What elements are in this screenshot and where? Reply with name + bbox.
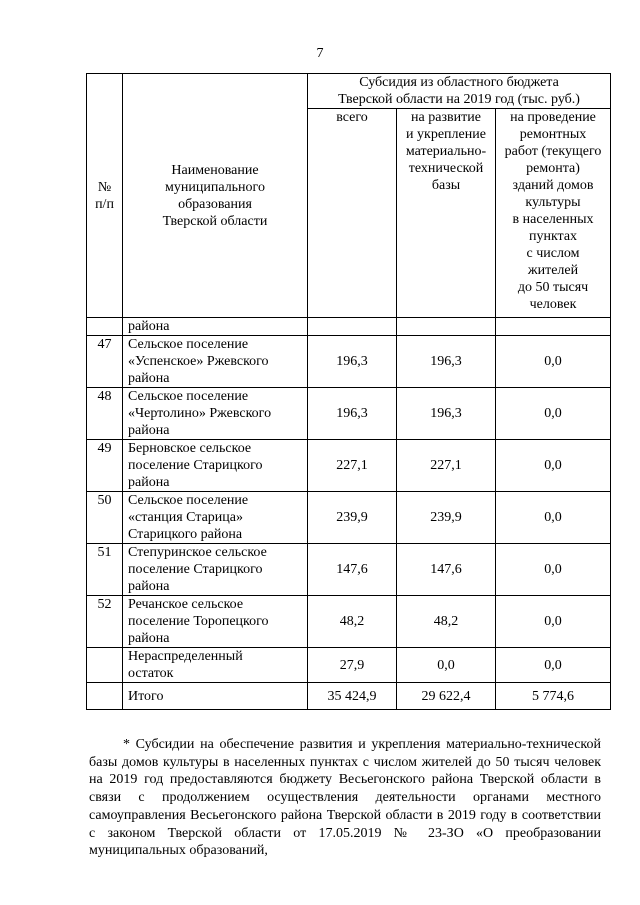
totals-repair: 5 774,6 <box>496 683 611 710</box>
continuation-total <box>308 318 397 336</box>
row-material: 147,6 <box>397 544 496 596</box>
header-col-repair <box>496 109 611 318</box>
remainder-row <box>87 648 611 683</box>
row-name-text: Сельское поселение «Успенское» Ржевского района <box>128 337 269 386</box>
row-total: 196,3 <box>308 336 397 388</box>
row-num: 50 <box>87 492 123 544</box>
remainder-num <box>87 648 123 683</box>
header-col-material-label: на развитие и укрепление материально- технической базы <box>405 110 487 193</box>
table-row <box>87 336 611 388</box>
table-row <box>87 440 611 492</box>
subsidy-table <box>86 73 611 710</box>
row-repair: 0,0 <box>496 596 611 648</box>
row-material: 196,3 <box>397 388 496 440</box>
row-repair: 0,0 <box>496 388 611 440</box>
row-name-text: Речанское сельское поселение Торопецкого района <box>128 597 269 646</box>
header-col-total-label: всего <box>336 110 368 125</box>
row-repair: 0,0 <box>496 440 611 492</box>
header-name <box>123 74 308 318</box>
continuation-material <box>397 318 496 336</box>
row-name <box>123 440 308 492</box>
row-repair: 0,0 <box>496 492 611 544</box>
footnote-paragraph: * Субсидии на обеспечение развития и укрепления материально-технической базы домов культуры в населенных пунктах с числом жителей до 50 тысяч человек на 2019 год предоставляются бюджету Весьегонского района Тверской области в связи с продолжением осуществления деятельности органами местного самоуправления Весьегонского района Тверской области в 2019 году в соответствии с законом Тверской области от 17.05.2019 № 23-ЗО «О преобразовании муниципальных образований, <box>89 737 601 859</box>
page-number: 7 <box>316 46 324 61</box>
remainder-material: 0,0 <box>397 648 496 683</box>
row-total: 239,9 <box>308 492 397 544</box>
row-name <box>123 596 308 648</box>
row-name <box>123 544 308 596</box>
row-total: 227,1 <box>308 440 397 492</box>
continuation-row <box>87 318 611 336</box>
row-repair: 0,0 <box>496 544 611 596</box>
header-name-label: Наименование муниципального образования Тверской области <box>162 162 268 229</box>
row-total: 196,3 <box>308 388 397 440</box>
row-name-text: Степуринское сельское поселение Старицкого района <box>128 545 267 594</box>
table-row <box>87 492 611 544</box>
continuation-num <box>87 318 123 336</box>
row-material: 196,3 <box>397 336 496 388</box>
row-name <box>123 492 308 544</box>
row-repair: 0,0 <box>496 336 611 388</box>
row-num: 52 <box>87 596 123 648</box>
header-subsidy-group <box>308 74 611 109</box>
row-num: 51 <box>87 544 123 596</box>
continuation-name: района <box>123 318 308 336</box>
totals-total: 35 424,9 <box>308 683 397 710</box>
totals-name: Итого <box>123 683 308 710</box>
row-name-text: Берновское сельское поселение Старицкого района <box>128 441 263 490</box>
remainder-name <box>123 648 308 683</box>
header-num-label: № п/п <box>95 179 114 212</box>
totals-num <box>87 683 123 710</box>
row-num: 47 <box>87 336 123 388</box>
header-num <box>87 74 123 318</box>
remainder-name-text: Нераспределенный остаток <box>128 649 243 681</box>
header-col-total <box>308 109 397 318</box>
row-total: 147,6 <box>308 544 397 596</box>
totals-row <box>87 683 611 710</box>
row-material: 227,1 <box>397 440 496 492</box>
remainder-repair: 0,0 <box>496 648 611 683</box>
header-subsidy-group-label: Субсидия из областного бюджета Тверской области на 2019 год (тыс. руб.) <box>338 75 580 107</box>
header-col-repair-label: на проведение ремонтных работ (текущего ремонта) зданий домов культуры в населенных пунктах с числом жителей до 50 тысяч человек <box>504 110 602 312</box>
row-name-text: Сельское поселение «станция Старица» Старицкого района <box>128 493 249 542</box>
row-num: 48 <box>87 388 123 440</box>
row-total: 48,2 <box>308 596 397 648</box>
row-material: 48,2 <box>397 596 496 648</box>
row-num: 49 <box>87 440 123 492</box>
totals-material: 29 622,4 <box>397 683 496 710</box>
row-name-text: Сельское поселение «Чертолино» Ржевского района <box>128 389 272 438</box>
table-row <box>87 544 611 596</box>
header-col-material <box>397 109 496 318</box>
row-material: 239,9 <box>397 492 496 544</box>
row-name <box>123 388 308 440</box>
row-name <box>123 336 308 388</box>
table-row <box>87 596 611 648</box>
table-row <box>87 388 611 440</box>
remainder-total: 27,9 <box>308 648 397 683</box>
header-row-group <box>87 74 611 109</box>
continuation-repair <box>496 318 611 336</box>
